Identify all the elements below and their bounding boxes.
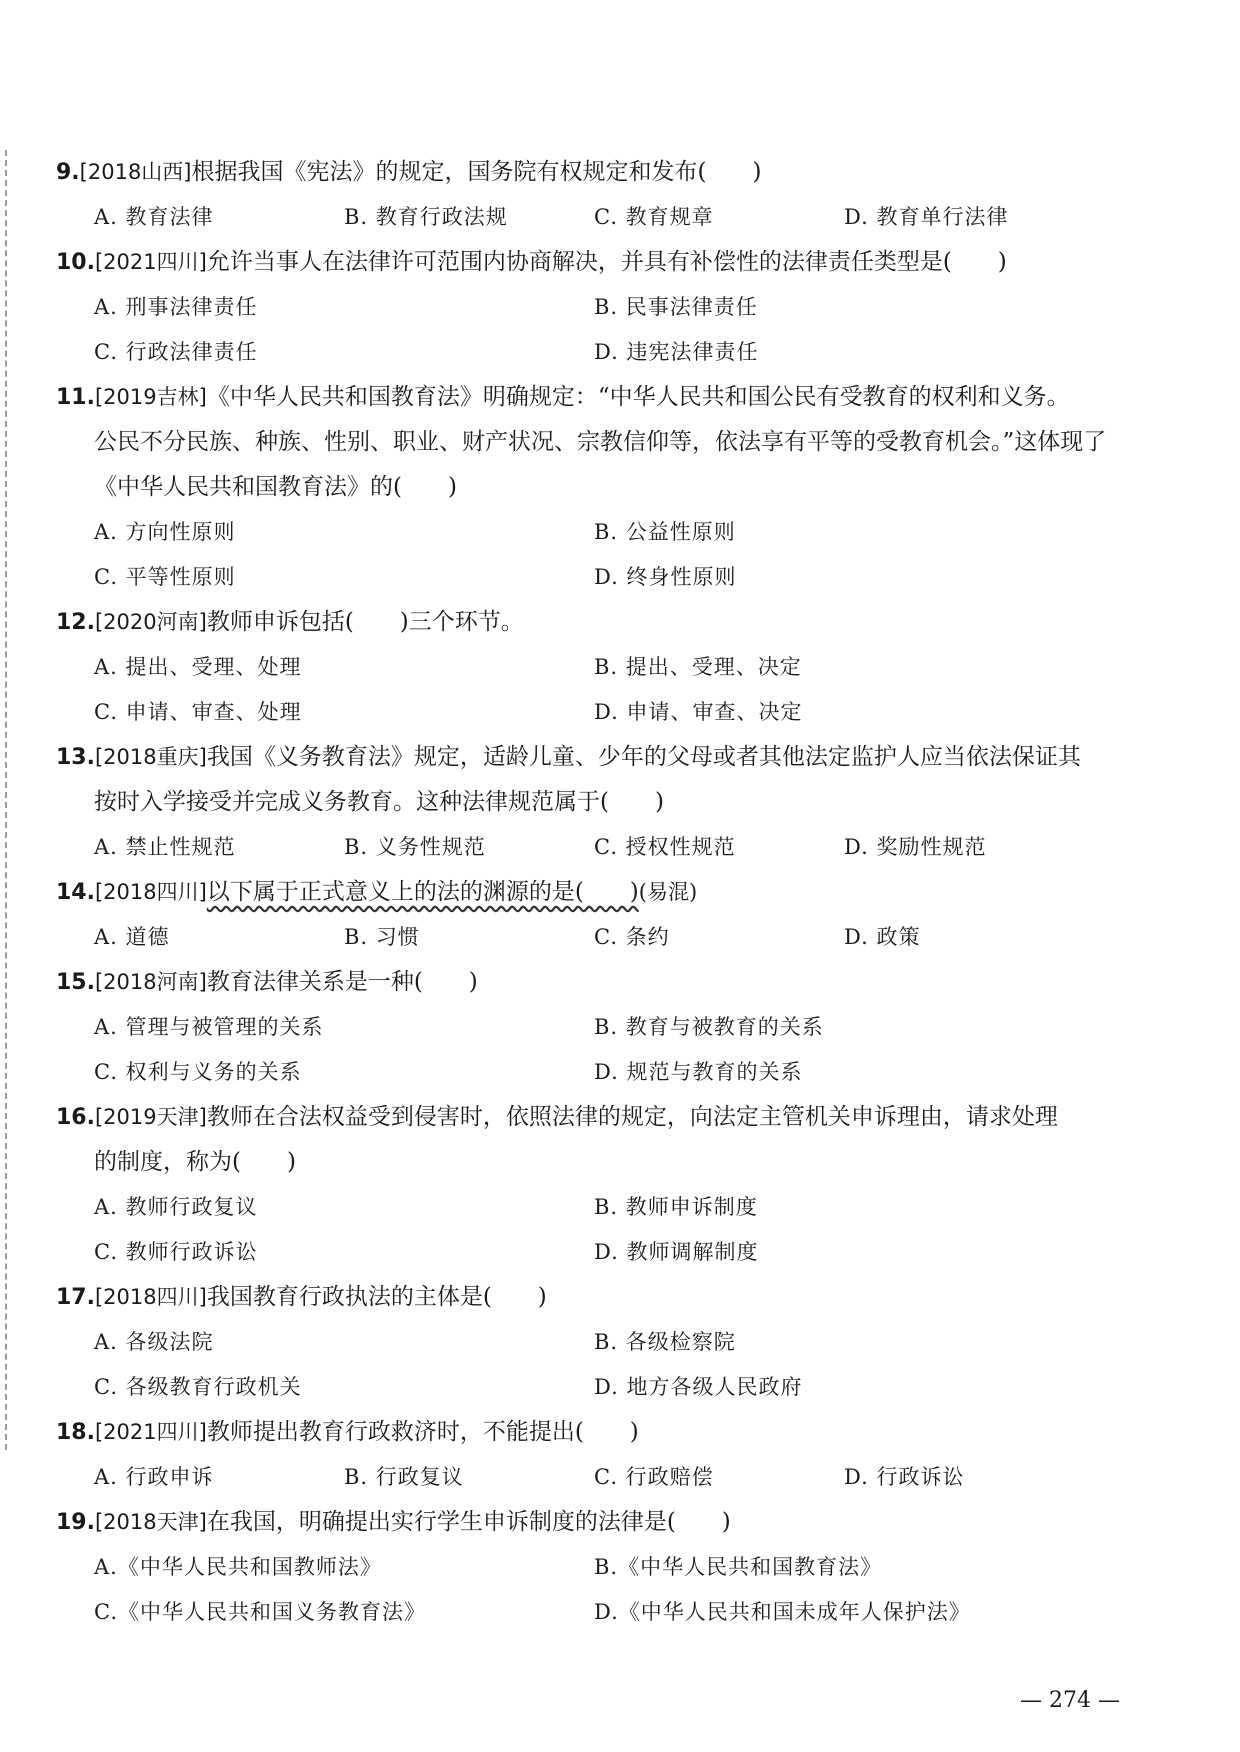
answer-option: A. 管理与被管理的关系 (94, 1015, 324, 1039)
answer-option: A. 方向性原则 (94, 520, 236, 544)
question-item (56, 870, 1146, 960)
answer-option: B. 教育与被教育的关系 (594, 1015, 824, 1039)
question-source: [2021四川] (94, 1420, 207, 1444)
answer-options (56, 915, 1146, 960)
question-number: 15. (56, 970, 95, 995)
answer-option: D. 规范与教育的关系 (594, 1060, 803, 1084)
answer-options (56, 645, 1146, 735)
question-list (56, 150, 1146, 1635)
question-stem (56, 240, 1146, 285)
answer-options (56, 1545, 1146, 1635)
answer-option: D. 违宪法律责任 (594, 340, 759, 364)
question-number: 19. (56, 1510, 95, 1535)
answer-option: D. 地方各级人民政府 (594, 1375, 803, 1399)
question-text: 按时入学接受并完成义务教育。这种法律规范属于( ) (94, 789, 664, 815)
answer-option: C. 申请、审查、处理 (94, 700, 302, 724)
question-item (56, 735, 1146, 870)
question-number: 10. (56, 250, 95, 275)
answer-options (56, 510, 1146, 600)
question-text: 教育法律关系是一种( ) (206, 969, 478, 995)
question-item (56, 240, 1146, 375)
question-source: [2018四川] (94, 880, 207, 904)
question-source: [2018四川] (94, 1285, 207, 1309)
question-item (56, 1095, 1146, 1275)
question-stem (56, 870, 1146, 915)
question-stem-continued (56, 1140, 1146, 1185)
question-text: 我国《义务教育法》规定，适龄儿童、少年的父母或者其他法定监护人应当依法保证其 (206, 744, 1081, 770)
answer-option: B. 教师申诉制度 (594, 1195, 758, 1219)
question-text: 教师在合法权益受到侵害时，依照法律的规定，向法定主管机关申诉理由，请求处理 (206, 1104, 1058, 1130)
question-item (56, 1410, 1146, 1500)
question-text: 我国教育行政执法的主体是( ) (206, 1284, 547, 1310)
question-text: 公民不分民族、种族、性别、职业、财产状况、宗教信仰等，依法享有平等的受教育机会。”这体现了 (94, 429, 1107, 455)
answer-option: D. 政策 (844, 925, 921, 949)
answer-options (56, 1320, 1146, 1410)
question-stem-continued (56, 780, 1146, 825)
question-text: 教师提出教育行政救济时，不能提出( ) (206, 1419, 639, 1445)
question-source: [2018山西] (79, 160, 192, 184)
question-number: 9. (56, 160, 80, 185)
question-source: [2020河南] (94, 610, 207, 634)
answer-option: D. 奖励性规范 (844, 835, 987, 859)
question-number: 13. (56, 745, 95, 770)
answer-options (56, 825, 1146, 870)
answer-option: D. 教育单行法律 (844, 205, 1009, 229)
answer-option: D. 行政诉讼 (844, 1465, 965, 1489)
answer-option: B. 提出、受理、决定 (594, 655, 802, 679)
answer-option: A. 行政申诉 (94, 1465, 214, 1489)
question-text: 允许当事人在法律许可范围内协商解决，并具有补偿性的法律责任类型是( ) (206, 249, 1007, 275)
answer-option: B. 教育行政法规 (344, 205, 508, 229)
question-source: [2021四川] (94, 250, 207, 274)
answer-option: A.《中华人民共和国教师法》 (94, 1555, 382, 1579)
answer-option: D. 申请、审查、决定 (594, 700, 803, 724)
answer-option: A. 教师行政复议 (94, 1195, 258, 1219)
question-text: 教师申诉包括( )三个环节。 (206, 609, 524, 635)
question-text: 以下属于正式意义上的法的渊源的是( ) (206, 879, 639, 905)
question-item (56, 600, 1146, 735)
question-number: 14. (56, 880, 95, 905)
binding-margin-line (5, 150, 7, 1450)
answer-option: C.《中华人民共和国义务教育法》 (94, 1600, 426, 1624)
question-text: 根据我国《宪法》的规定，国务院有权规定和发布( ) (191, 159, 762, 185)
question-source: [2019吉林] (94, 385, 207, 409)
answer-options (56, 195, 1146, 240)
answer-option: A. 禁止性规范 (94, 835, 236, 859)
answer-options (56, 285, 1146, 375)
question-item (56, 1500, 1146, 1635)
question-stem (56, 600, 1146, 645)
answer-option: B. 民事法律责任 (594, 295, 758, 319)
answer-option: B. 习惯 (344, 925, 420, 949)
answer-option: D. 终身性原则 (594, 565, 737, 589)
question-stem (56, 1275, 1146, 1320)
answer-option: C. 条约 (594, 925, 670, 949)
answer-option: C. 教育规章 (594, 205, 714, 229)
question-stem (56, 1500, 1146, 1545)
question-stem-continued (56, 465, 1146, 510)
question-stem (56, 375, 1146, 420)
answer-option: A. 教育法律 (94, 205, 214, 229)
answer-option: B. 行政复议 (344, 1465, 464, 1489)
question-source: [2018重庆] (94, 745, 207, 769)
question-number: 16. (56, 1105, 95, 1130)
question-number: 12. (56, 610, 95, 635)
question-stem (56, 960, 1146, 1005)
answer-option: D. 教师调解制度 (594, 1240, 759, 1264)
question-source: [2018天津] (94, 1510, 207, 1534)
answer-option: C. 授权性规范 (594, 835, 736, 859)
page-number: — 274 — (1020, 1688, 1120, 1713)
question-source: [2018河南] (94, 970, 207, 994)
question-text: 在我国，明确提出实行学生申诉制度的法律是( ) (206, 1509, 731, 1535)
answer-option: C. 平等性原则 (94, 565, 236, 589)
question-number: 17. (56, 1285, 95, 1310)
answer-options (56, 1005, 1146, 1095)
answer-option: A. 刑事法律责任 (94, 295, 258, 319)
question-number: 11. (56, 385, 95, 410)
answer-option: B.《中华人民共和国教育法》 (594, 1555, 883, 1579)
question-stem-continued (56, 420, 1146, 465)
question-note: (易混) (638, 880, 698, 904)
question-item (56, 150, 1146, 240)
question-item (56, 960, 1146, 1095)
answer-option: D.《中华人民共和国未成年人保护法》 (594, 1600, 971, 1624)
question-text: 《中华人民共和国教育法》的( ) (94, 474, 457, 500)
question-text: 的制度，称为( ) (94, 1149, 296, 1175)
answer-option: B. 义务性规范 (344, 835, 486, 859)
answer-option: A. 道德 (94, 925, 170, 949)
question-number: 18. (56, 1420, 95, 1445)
answer-option: A. 各级法院 (94, 1330, 214, 1354)
answer-option: A. 提出、受理、处理 (94, 655, 302, 679)
answer-option: C. 行政赔偿 (594, 1465, 714, 1489)
question-text: 《中华人民共和国教育法》明确规定：“中华人民共和国公民有受教育的权利和义务。 (206, 384, 1070, 410)
question-item (56, 375, 1146, 600)
question-source: [2019天津] (94, 1105, 207, 1129)
answer-options (56, 1455, 1146, 1500)
question-stem (56, 735, 1146, 780)
question-stem (56, 1410, 1146, 1455)
question-item (56, 1275, 1146, 1410)
question-stem (56, 1095, 1146, 1140)
answer-option: B. 各级检察院 (594, 1330, 736, 1354)
question-stem (56, 150, 1146, 195)
answer-option: C. 各级教育行政机关 (94, 1375, 302, 1399)
answer-options (56, 1185, 1146, 1275)
answer-option: B. 公益性原则 (594, 520, 736, 544)
answer-option: C. 行政法律责任 (94, 340, 258, 364)
answer-option: C. 教师行政诉讼 (94, 1240, 258, 1264)
answer-option: C. 权利与义务的关系 (94, 1060, 302, 1084)
